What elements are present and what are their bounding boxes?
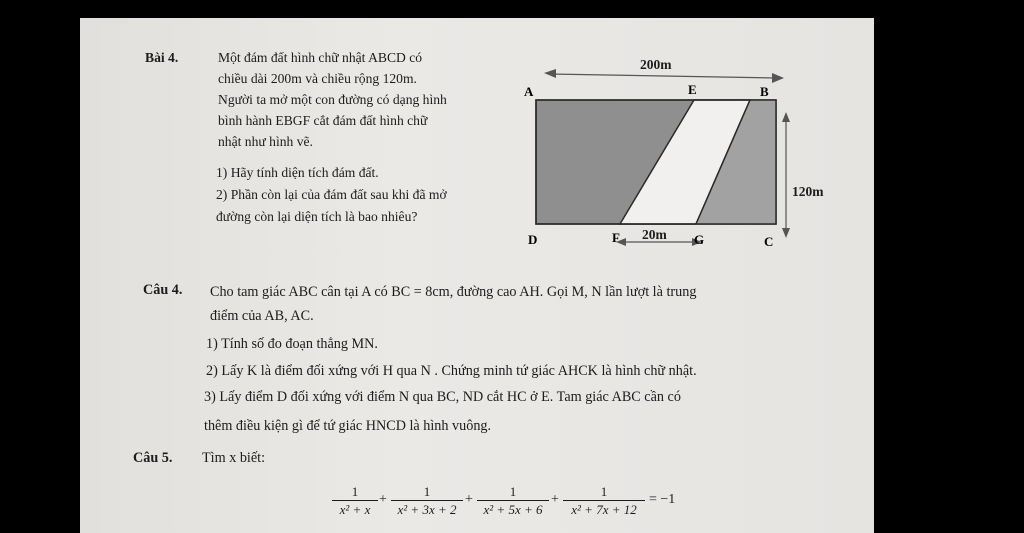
point-g: G — [694, 232, 705, 247]
fraction-2-denominator: x² + 3x + 2 — [391, 500, 463, 518]
fraction-1 — [332, 483, 378, 518]
cau5-prompt: Tìm x biết: — [202, 450, 266, 466]
plus-sign-1: + — [379, 492, 387, 507]
cau5-label: Câu 5. — [133, 450, 173, 466]
point-a: A — [524, 84, 534, 99]
fraction-3 — [477, 483, 549, 518]
parallelogram-road-figure — [510, 56, 830, 256]
fraction-4-numerator: 1 — [600, 484, 608, 499]
bai4-line-5: nhật như hình vẽ. — [218, 134, 313, 149]
document-page — [80, 18, 874, 533]
fraction-3-denominator: x² + 5x + 6 — [477, 500, 549, 518]
bai4-line-3: Người ta mở một con đường có dạng hình — [218, 92, 447, 107]
cau4-intro-line-1: Cho tam giác ABC cân tại A có BC = 8cm, đường cao AH. Gọi M, N lần lượt là trung — [210, 284, 697, 300]
width-label: 120m — [792, 184, 824, 199]
fraction-2-numerator: 1 — [423, 484, 431, 499]
fraction-2 — [391, 483, 463, 518]
fraction-4 — [563, 483, 645, 518]
plus-sign-2: + — [465, 492, 473, 507]
fraction-1-numerator: 1 — [351, 484, 359, 499]
bai4-label: Bài 4. — [145, 50, 179, 65]
bai4-question-1: 1) Hãy tính diện tích đám đất. — [216, 165, 379, 180]
cau4-question-1: 1) Tính số đo đoạn thẳng MN. — [206, 336, 378, 352]
equation-rhs: = −1 — [649, 492, 676, 507]
bai4-line-1: Một đám đất hình chữ nhật ABCD có — [218, 50, 423, 65]
bai4-question-2-line-2: đường còn lại diện tích là bao nhiêu? — [216, 209, 418, 224]
bai4-line-2: chiều dài 200m và chiều rộng 120m. — [218, 71, 417, 86]
plus-sign-3: + — [551, 492, 559, 507]
cau4-question-3-line-1: 3) Lấy điểm D đối xứng với điểm N qua BC, ND cắt HC ở E. Tam giác ABC cần có — [204, 389, 681, 405]
cau4-question-3-line-2: thêm điều kiện gì để tứ giác HNCD là hình vuông. — [204, 418, 492, 434]
point-f: F — [612, 230, 620, 245]
point-c: C — [764, 234, 774, 249]
cau4-label: Câu 4. — [143, 282, 183, 298]
point-e: E — [688, 82, 697, 97]
cau4-question-2: 2) Lấy K là điểm đối xứng với H qua N . Chứng minh tứ giác AHCK là hình chữ nhật. — [206, 363, 697, 379]
fraction-3-numerator: 1 — [509, 484, 517, 499]
fraction-1-denominator: x² + x — [332, 500, 378, 518]
cau4-intro-line-2: điểm của AB, AC. — [210, 308, 314, 324]
length-dimension-line — [550, 74, 776, 78]
bai4-question-2-line-1: 2) Phần còn lại của đám đất sau khi đã mở — [216, 187, 447, 202]
fraction-4-denominator: x² + 7x + 12 — [563, 500, 645, 518]
point-b: B — [760, 84, 769, 99]
road-width-label: 20m — [642, 227, 667, 242]
length-label: 200m — [640, 57, 672, 72]
point-d: D — [528, 232, 538, 247]
bai4-line-4: bình hành EBGF cắt đám đất hình chữ — [218, 113, 428, 128]
